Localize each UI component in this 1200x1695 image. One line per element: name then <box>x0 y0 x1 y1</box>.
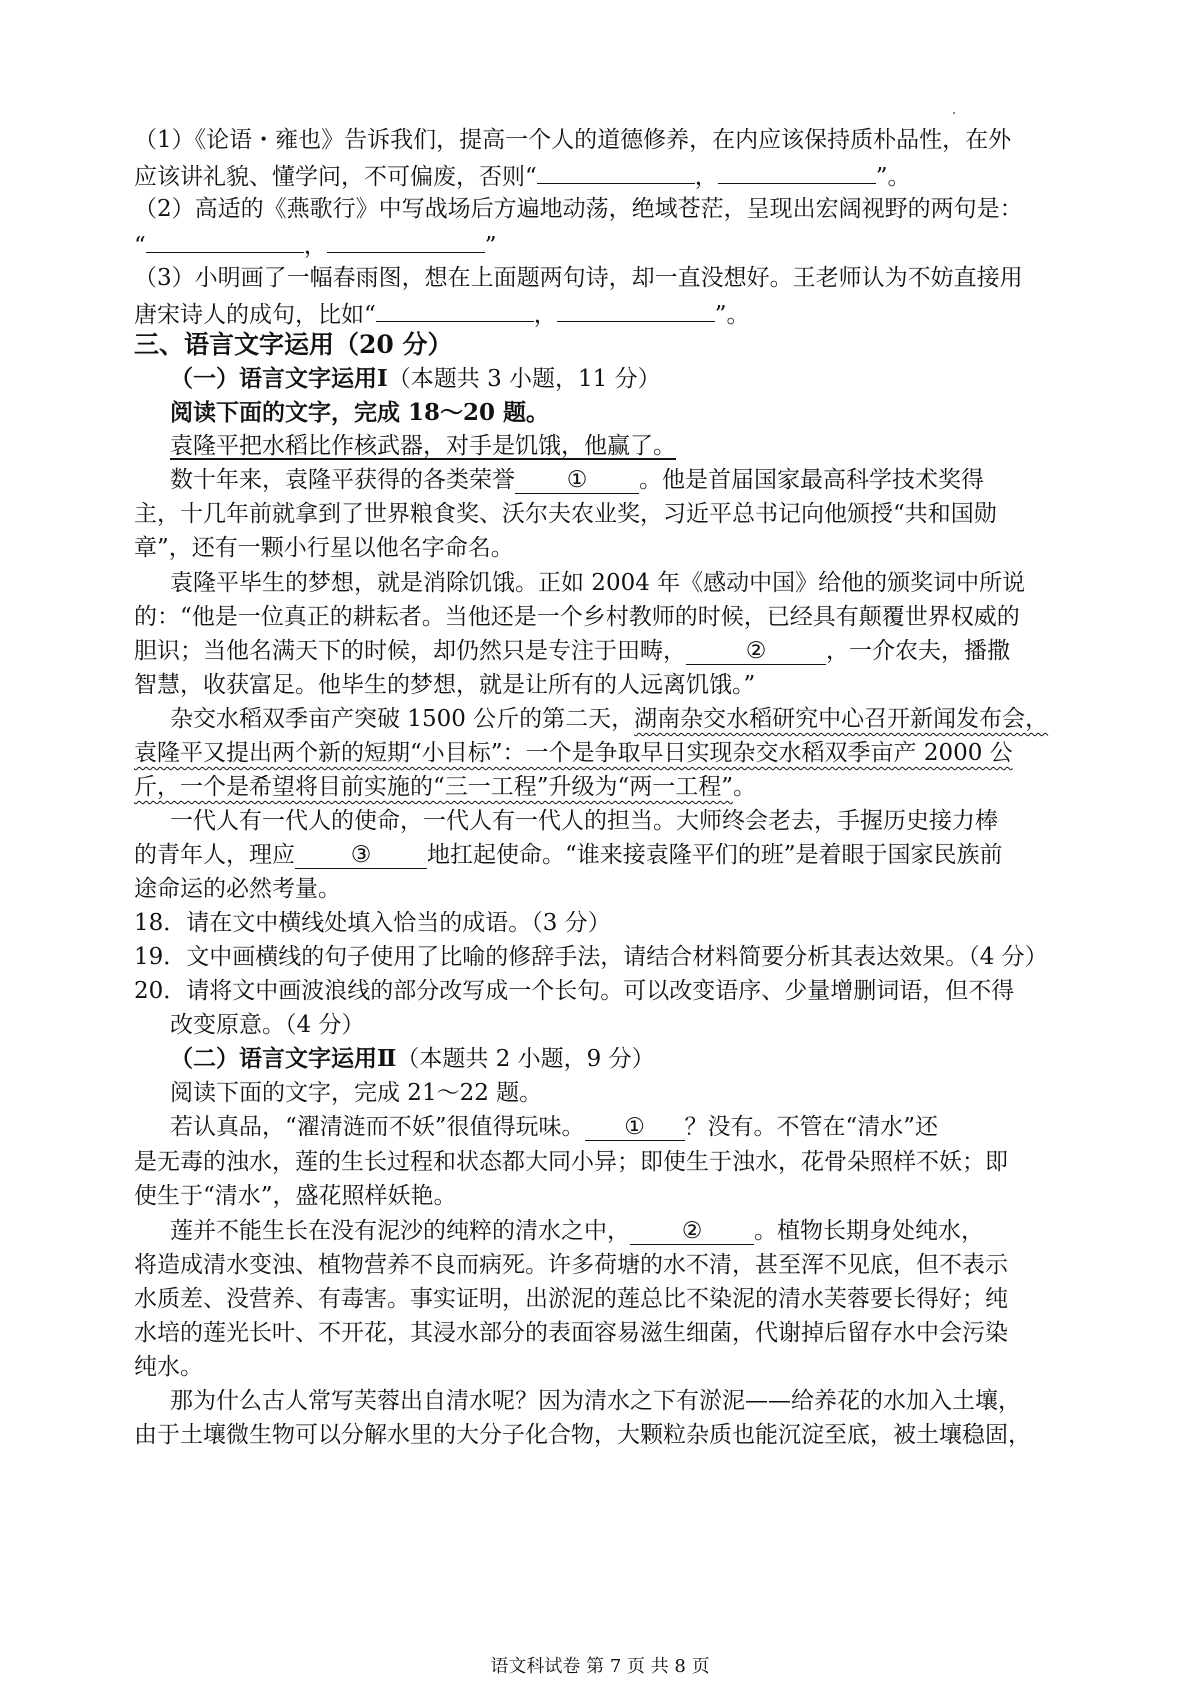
passage1-p4-line2 <box>134 840 1003 870</box>
passage2-p2-line4: 水培的莲光长叶、不开花，其浸水部分的表面容易滋生细菌，代谢掉后留存水中会污染 <box>134 1320 1008 1346</box>
answer-blank[interactable] <box>537 159 695 184</box>
question-19: 19．文中画横线的句子使用了比喻的修辞手法，请结合材料简要分析其表达效果。（4 分） <box>134 944 1048 970</box>
passage2-p1-line2: 是无毒的浊水，莲的生长过程和状态都大同小异；即使生于浊水，花骨朵照样不妖；即 <box>134 1149 1008 1175</box>
text: 胆识；当他名满天下的时候，却仍然只是专注于田畴， <box>134 638 686 664</box>
part2-title-rest: （本题共 2 小题，9 分） <box>396 1046 655 1072</box>
fill-blank-3[interactable]: ③ <box>295 842 427 869</box>
passage1-p2-line2: 的：“他是一位真正的耕耘者。当他还是一个乡村教师的时候，已经具有颠覆世界权威的 <box>134 604 1020 630</box>
passage2-p2-line3: 水质差、没营养、有毒害。事实证明，出淤泥的莲总比不染泥的清水芙蓉要长得好；纯 <box>134 1286 1008 1312</box>
passage1-p4-line3: 途命运的必然考量。 <box>134 876 341 902</box>
text: 若认真品，“濯清涟而不妖”很值得玩味。 <box>170 1114 585 1140</box>
text: 杂交水稻双季亩产突破 1500 公斤的第二天， <box>170 706 635 732</box>
passage1-title: 袁隆平把水稻比作核武器，对手是饥饿，他赢了。 <box>170 433 676 459</box>
q17-1-text: 应该讲礼貌、懂学问，不可偏废，否则“ <box>134 164 537 190</box>
q17-1-line1: （1）《论语・雍也》告诉我们，提高一个人的道德修养，在内应该保持质朴品性，在外 <box>134 127 1012 153</box>
passage1-p3-line2: 袁隆平又提出两个新的短期“小目标”：一个是争取早日实现杂交水稻双季亩产 2000 公 <box>134 740 1013 766</box>
passage1-p2-line3 <box>134 636 1010 666</box>
scan-speck <box>953 112 955 114</box>
period: 。 <box>733 774 757 800</box>
passage2-p3-line2: 由于土壤微生物可以分解水里的大分子化合物，大颗粒杂质也能沉淀至底，被土壤稳固， <box>134 1422 1031 1448</box>
answer-blank[interactable] <box>718 159 876 184</box>
text: 地扛起使命。“谁来接袁隆平们的班”是着眼于国家民族前 <box>427 842 1003 868</box>
part1-title-rest: （本题共 3 小题，11 分） <box>387 366 661 392</box>
comma: ， <box>694 164 718 190</box>
q17-1-line2 <box>134 159 911 192</box>
q17-2-line1: （2）高适的《燕歌行》中写战场后方遍地动荡，绝域苍茫，呈现出宏阔视野的两句是： <box>134 196 1023 222</box>
question-20-line2: 改变原意。（4 分） <box>170 1012 365 1038</box>
passage2-p3-line1: 那为什么古人常写芙蓉出自清水呢？因为清水之下有淤泥——给养花的水加入土壤， <box>170 1388 1021 1414</box>
fill-blank-2[interactable]: ② <box>630 1218 754 1245</box>
comma: ， <box>303 233 327 259</box>
answer-blank[interactable] <box>146 228 304 253</box>
passage1-p3-line1 <box>170 704 1048 734</box>
passage1-p1-line3: 章”，还有一颗小行星以他名字命名。 <box>134 535 514 561</box>
passage2-p1-line1 <box>170 1112 938 1142</box>
answer-blank[interactable] <box>557 297 715 322</box>
question-18: 18．请在文中横线处填入恰当的成语。（3 分） <box>134 910 611 936</box>
wavy-text: 湖南杂交水稻研究中心召开新闻发布会， <box>634 706 1049 732</box>
passage1-p2-line1: 袁隆平毕生的梦想，就是消除饥饿。正如 2004 年《感动中国》给他的颁奖词中所说 <box>170 570 1026 596</box>
part1-instruction: 阅读下面的文字，完成 18～20 题。 <box>170 399 550 426</box>
part1-title <box>170 364 661 394</box>
passage2-p2-line2: 将造成清水变浊、植物营养不良而病死。许多荷塘的水不清，甚至浑不见底，但不表示 <box>134 1252 1008 1278</box>
section-heading: 三、语言文字运用（20 分） <box>134 330 453 359</box>
part1-title-bold: （一）语言文字运用Ⅰ <box>170 365 388 392</box>
passage2-p2-line5: 纯水。 <box>134 1354 203 1380</box>
close-quote: ” <box>484 233 497 259</box>
passage2-p1-line3: 使生于“清水”，盛花照样妖艳。 <box>134 1183 457 1209</box>
page-footer: 语文科试卷 第 7 页 共 8 页 <box>490 1656 710 1677</box>
part2-title-bold: （二）语言文字运用Ⅱ <box>170 1045 397 1072</box>
passage1-p3-line3 <box>134 772 756 802</box>
q17-3-text: 唐宋诗人的成句，比如“ <box>134 302 376 328</box>
answer-blank[interactable] <box>376 297 534 322</box>
wavy-text: 斤，一个是希望将目前实施的“三一工程”升级为“两一工程” <box>134 774 734 800</box>
passage1-p1-line1 <box>170 465 984 495</box>
part2-title <box>170 1044 655 1074</box>
fill-blank-1[interactable]: ① <box>515 467 639 494</box>
q17-3-end: ”。 <box>714 302 750 328</box>
q17-2-line2 <box>134 228 497 261</box>
text: 莲并不能生长在没有泥沙的纯粹的清水之中， <box>170 1218 630 1244</box>
text: 。他是首届国家最高科学技术奖得 <box>639 467 984 493</box>
text: 数十年来，袁隆平获得的各类荣誉 <box>170 467 515 493</box>
question-20-line1: 20．请将文中画波浪线的部分改写成一个长句。可以改变语序、少量增删词语，但不得 <box>134 978 1015 1004</box>
fill-blank-2[interactable]: ② <box>686 638 826 665</box>
part2-instruction: 阅读下面的文字，完成 21～22 题。 <box>170 1080 543 1106</box>
text: 的青年人，理应 <box>134 842 295 868</box>
passage1-p1-line2: 主，十几年前就拿到了世界粮食奖、沃尔夫农业奖，习近平总书记向他颁授“共和国勋 <box>134 501 997 527</box>
passage2-p2-line1 <box>170 1216 984 1246</box>
q17-3-line1: （3）小明画了一幅春雨图，想在上面题两句诗，却一直没想好。王老师认为不妨直接用 <box>134 265 1023 291</box>
passage1-p4-line1: 一代人有一代人的使命，一代人有一代人的担当。大师终会老去，手握历史接力棒 <box>170 808 998 834</box>
passage1-p2-line4: 智慧，收获富足。他毕生的梦想，就是让所有的人远离饥饿。” <box>134 672 756 698</box>
text: 。植物长期身处纯水， <box>754 1218 984 1244</box>
answer-blank[interactable] <box>327 228 485 253</box>
open-quote: “ <box>134 233 146 259</box>
text: ，一介农夫，播撒 <box>826 638 1010 664</box>
comma: ， <box>533 302 557 328</box>
fill-blank-1[interactable]: ① <box>585 1114 685 1141</box>
text: ？没有。不管在“清水”还 <box>684 1114 939 1140</box>
q17-3-line2 <box>134 297 750 330</box>
q17-1-end: ”。 <box>875 164 911 190</box>
